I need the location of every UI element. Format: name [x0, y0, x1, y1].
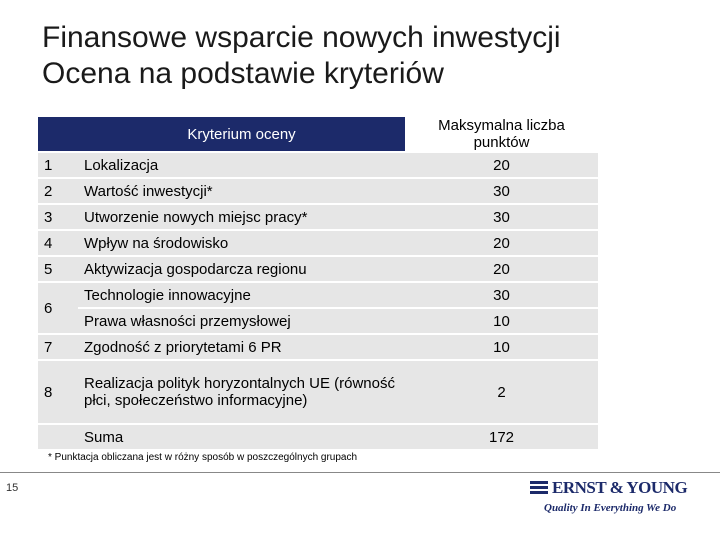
- page-number: 15: [6, 482, 19, 494]
- row-criterion: Technologie innowacyjne: [78, 283, 405, 307]
- row-criterion: Utworzenie nowych miejsc pracy*: [78, 205, 405, 229]
- logo-tagline: Quality In Everything We Do: [544, 502, 677, 514]
- logo-name: ERNST & YOUNG: [552, 478, 688, 497]
- header-points: Maksymalna liczba punktów: [405, 117, 598, 151]
- row-points: 20: [405, 153, 598, 177]
- footer-divider: [0, 472, 720, 473]
- row-number: 7: [38, 335, 78, 359]
- row-number: 2: [38, 179, 78, 203]
- sum-points: 172: [405, 425, 598, 449]
- row-number: 8: [38, 361, 78, 423]
- row-number: 3: [38, 205, 78, 229]
- row-points: 30: [405, 283, 598, 307]
- row-number: 1: [38, 153, 78, 177]
- row-points: 10: [405, 309, 598, 333]
- table-row: [38, 283, 598, 307]
- sum-label: Suma: [78, 425, 405, 449]
- table-row: [38, 335, 598, 359]
- row-points: 20: [405, 231, 598, 255]
- title-line-1: Finansowe wsparcie nowych inwestycji: [42, 21, 561, 54]
- table-row: [38, 205, 598, 229]
- row-criterion: Realizacja polityk horyzontalnych UE (równość płci, społeczeństwo informacyjne): [78, 361, 405, 423]
- table-row: [38, 309, 598, 333]
- table-row: [38, 231, 598, 255]
- table-header-row: [38, 117, 598, 151]
- table-row: [38, 257, 598, 281]
- footnote: * Punktacja obliczana jest w różny sposób w poszczególnych grupach: [48, 452, 358, 463]
- slide-title: [42, 20, 702, 92]
- row-number: 5: [38, 257, 78, 281]
- logo-mark-icon: [530, 480, 548, 496]
- criteria-table: [38, 115, 598, 451]
- row-criterion: Wartość inwestycji*: [78, 179, 405, 203]
- header-number-cell: [38, 117, 78, 151]
- row-criterion: Prawa własności przemysłowej: [78, 309, 405, 333]
- row-criterion: Zgodność z priorytetami 6 PR: [78, 335, 405, 359]
- row-number: 6: [38, 283, 78, 333]
- header-criterion: Kryterium oceny: [78, 117, 405, 151]
- row-points: 20: [405, 257, 598, 281]
- table-row: [38, 179, 598, 203]
- row-points: 30: [405, 205, 598, 229]
- row-points: 10: [405, 335, 598, 359]
- table-row: [38, 361, 598, 423]
- sum-row: [38, 425, 598, 449]
- title-line-2: Ocena na podstawie kryteriów: [42, 57, 444, 90]
- row-points: 2: [405, 361, 598, 423]
- row-criterion: Lokalizacja: [78, 153, 405, 177]
- table-row: [38, 153, 598, 177]
- row-criterion: Wpływ na środowisko: [78, 231, 405, 255]
- row-criterion: Aktywizacja gospodarcza regionu: [78, 257, 405, 281]
- ernst-young-logo: [530, 478, 700, 518]
- sum-number-cell: [38, 425, 78, 449]
- row-points: 30: [405, 179, 598, 203]
- row-number: 4: [38, 231, 78, 255]
